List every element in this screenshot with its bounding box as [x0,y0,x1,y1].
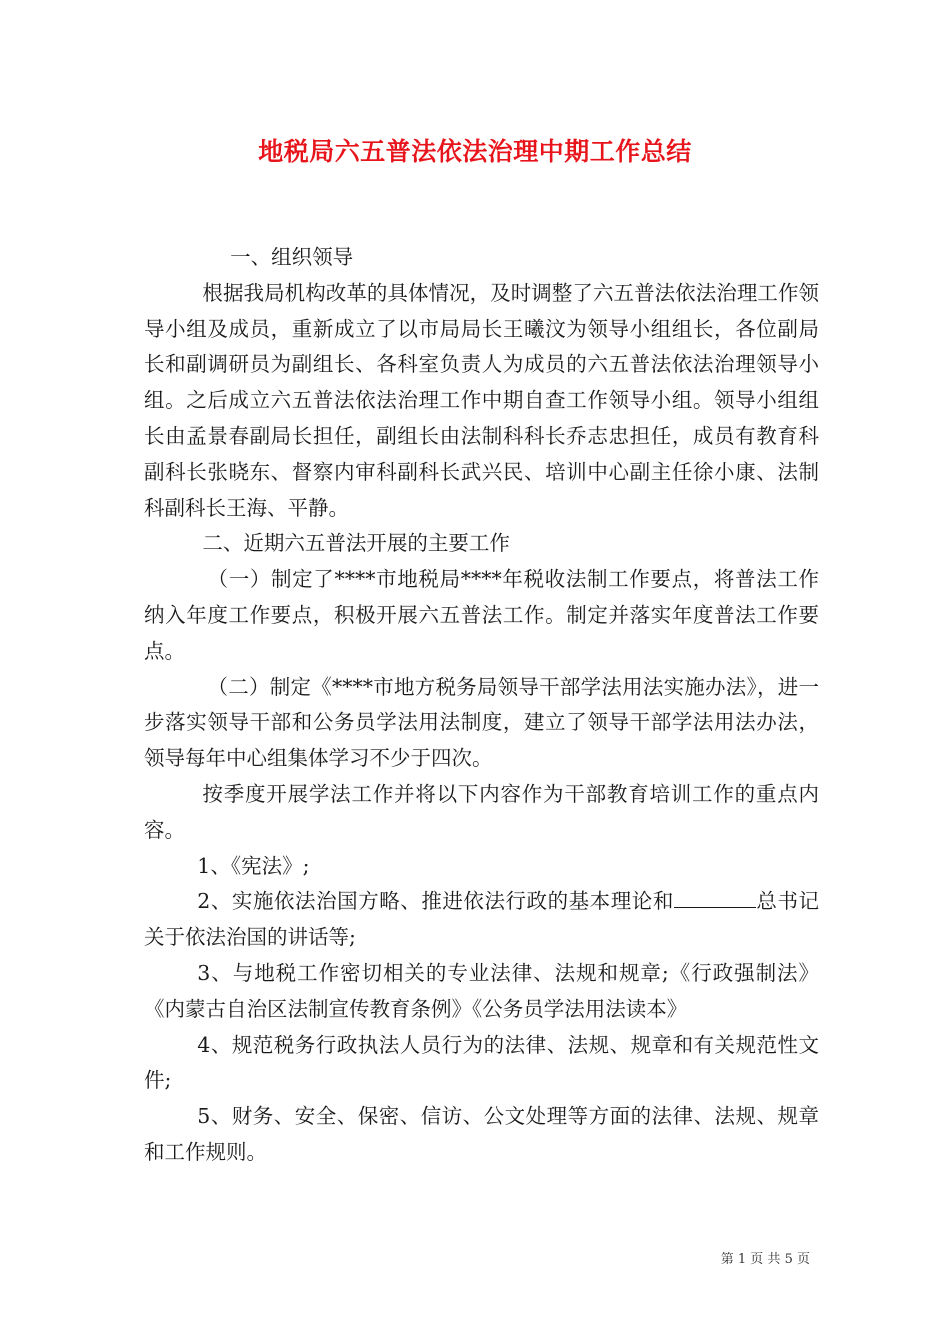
footer-mid: 页 共 [750,1252,781,1267]
footer-total-pages: 5 [784,1252,793,1267]
paragraph-item-one: （一）制定了****市地税局****年税收法制工作要点，将普法工作纳入年度工作要点，积极开展六五普法工作。制定并落实年度普法工作要点。 [144,567,819,663]
section-heading-main-work: 二、近期六五普法开展的主要工作 [202,531,510,556]
paragraph-quarterly-study: 按季度开展学法工作并将以下内容作为干部教育培训工作的重点内容。 [144,781,819,842]
document-title: 地税局六五普法依法治理中期工作总结 [258,137,692,166]
footer-prefix: 第 [720,1252,734,1267]
list-item-enforcement-rules: 4、规范税务行政执法人员行为的法律、法规、规章和有关规范性文件; [144,1032,819,1093]
page-number-footer [721,1248,810,1267]
list-item-rule-of-law [144,884,819,956]
footer-current-page: 1 [737,1252,747,1267]
list-item-rule-of-law-part2: 总书记关于依法治国的讲话等; [144,889,820,950]
section-heading-organization: 一、组织领导 [230,245,354,269]
paragraph-item-two: （二）制定《****市地方税务局领导干部学法用法实施办法》，进一步落实领导干部和公务员学法用法制度，建立了领导干部学法用法办法，领导每年中心组集体学习不少于四次。 [144,674,819,771]
list-item-constitution: 1、《宪法》; [197,853,310,878]
paragraph-organization: 根据我局机构改革的具体情况，及时调整了六五普法依法治理工作领导小组及成员，重新成立了以市局局长王曦汶为领导小组组长，各位副局长和副调研员为副组长、各科室负责人为成员的六五普法依法治理领导小组。之后成立六五普法依法治理工作中期自查工作领导小组。领导小组组长由孟景春副局长担任，副组长由法制科科长乔志忠担任，成员有教育科副科长张晓东、督察内审科副科长武兴民、培训中心副主任徐小康、法制科副科长王海、平静。 [144,280,819,520]
list-item-finance-security: 5、财务、安全、保密、信访、公文处理等方面的法律、法规、规章和工作规则。 [144,1104,819,1164]
redacted-blank [674,887,756,908]
document-body [144,240,819,1171]
list-item-tax-laws: 3、与地税工作密切相关的专业法律、法规和规章;《行政强制法》《内蒙古自治区法制宣传教育条例》《公务员学法用法读本》 [144,960,819,1021]
list-item-rule-of-law-part1: 2、实施依法治国方略、推进依法行政的基本理论和 [197,889,674,914]
footer-suffix: 页 [796,1252,810,1267]
